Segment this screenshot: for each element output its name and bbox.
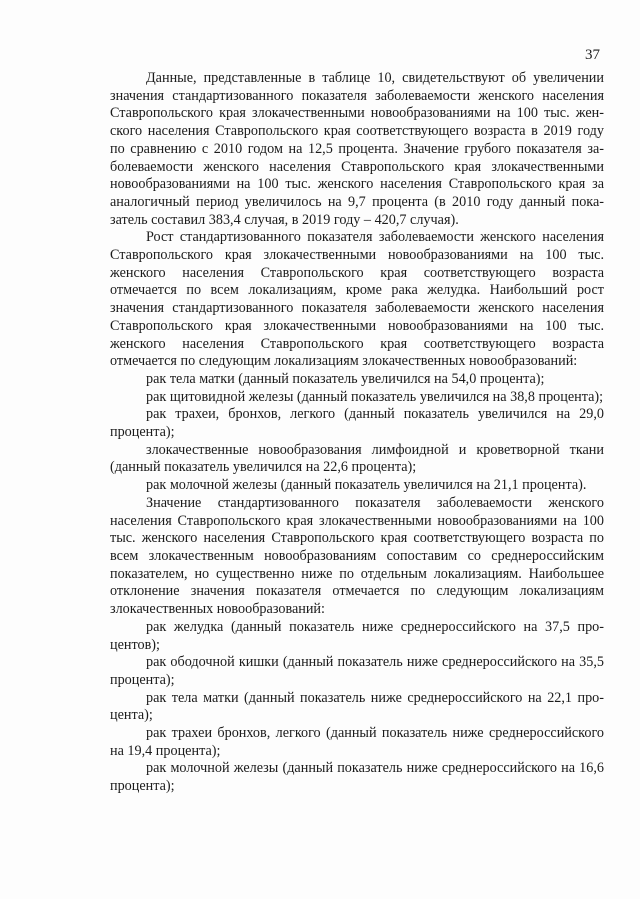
list-item: злокачественные новообразования лимфоидной и кроветворной ткани (данный показатель увеличился на 22,6 процента); (110, 441, 604, 476)
page-number: 37 (585, 47, 600, 63)
list-item: рак трахеи, бронхов, легкого (данный показатель увеличился на 29,0 процента); (110, 406, 604, 441)
list-item: рак тела матки (данный показатель увеличился на 54,0 процента); (146, 370, 545, 387)
list-item: рак молочной железы (данный показатель увеличился на 21,1 процента). (146, 477, 587, 494)
list-item: рак тела матки (данный показатель ниже среднероссийского на 22,1 процента); (110, 689, 604, 724)
paragraph-comparison-russia: Значение стандартизованного показателя заболеваемости женского населения Ставропольского края злокачественными новообразованиями на 100 тыс. женского населения Ставропольского края соответствующего возраста по всем злокачественным новообразованиям сопоставим со среднероссийским показателем, но существенно ниже по отдельным локализациям. Наибольшее отклонение значения показателя отмечается по следующим локализациям злокачественных новообразований: (110, 494, 604, 618)
list-item: рак молочной железы (данный показатель ниже среднероссийского на 16,6 процента); (110, 760, 604, 795)
list-item: рак желудка (данный показатель ниже среднероссийского на 37,5 процентов); (110, 618, 604, 653)
paragraph-growth-by-localization: Рост стандартизованного показателя заболеваемости женского населения Ставропольского края злокачественными новообразованиями на 100 тыс. женского населения Ставропольского края соответствующего возраста отмечается по всем локализациям, кроме рака желудка. Наибольший рост значения стандартизованного показателя заболеваемости женского населения Ставропольского края злокачественными новообразованиями на 100 тыс. женского населения Ставропольского края соответствующего возраста отмечается по следующим локализациям злокачественных новообразований: (110, 229, 604, 370)
paragraph-table10-summary: Данные, представленные в таблице 10, свидетельствуют об увеличении значения стандартизованного показателя заболеваемости женского населения Ставропольского края злокачественными новообразованиями на 100 тыс. женского населения Ставропольского края соответствующего возраста в 2019 году по сравнению с 2010 годом на 12,5 процента. Значение грубого показателя заболеваемости женского населения Ставропольского края злокачественными новообразованиями на 100 тыс. женского населения Ставропольского края за аналогичный период увеличилось на 9,7 процента (в 2010 году данный показатель составил 383,4 случая, в 2019 году – 420,7 случая). (110, 70, 604, 228)
document-body (110, 70, 604, 796)
list-item: рак трахеи бронхов, легкого (данный показатель ниже среднероссийского на 19,4 процента); (110, 725, 604, 759)
list-item: рак щитовидной железы (данный показатель увеличился на 38,8 процента); (146, 388, 604, 405)
list-item: рак ободочной кишки (данный показатель ниже среднероссийского на 35,5 процента); (110, 654, 604, 688)
